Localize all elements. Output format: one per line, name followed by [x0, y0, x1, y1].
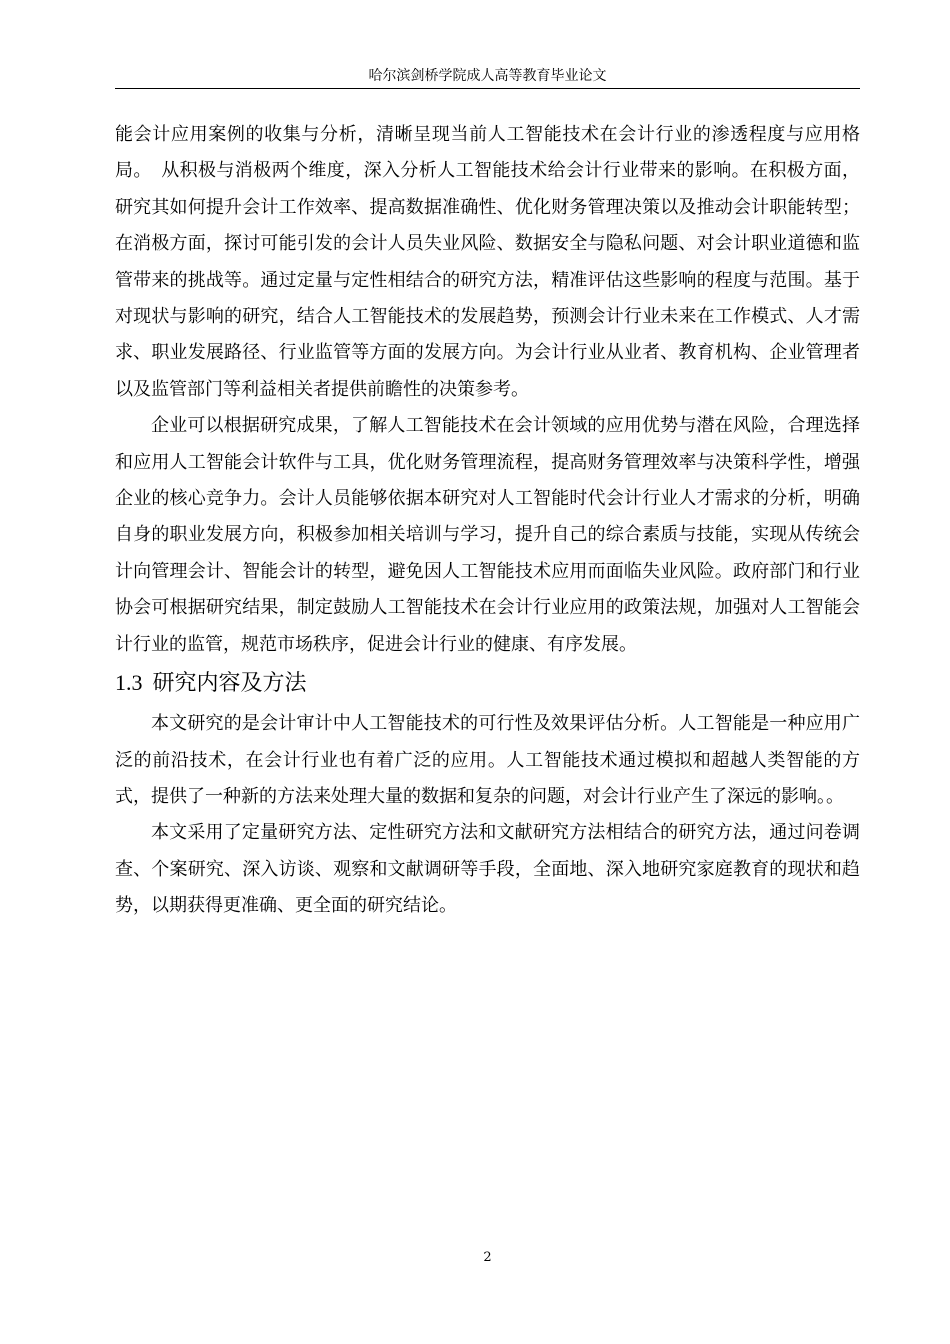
section-title: 研究内容及方法	[152, 671, 307, 697]
paragraph-significance: 企业可以根据研究成果，了解人工智能技术在会计领域的应用优势与潜在风险，合理选择和应用人工智能会计软件与工具，优化财务管理流程，提高财务管理效率与决策科学性，增强企业的核心竞争力。会计人员能够依据本研究对人工智能时代会计行业人才需求的分析，明确自身的职业发展方向，积极参加相关培训与学习，提升自己的综合素质与技能，实现从传统会计向管理会计、智能会计的转型，避免因人工智能技术应用而面临失业风险。政府部门和行业协会可根据研究结果，制定鼓励人工智能技术在会计行业应用的政策法规，加强对人工智能会计行业的监管，规范市场秩序，促进会计行业的健康、有序发展。	[115, 415, 860, 655]
section-heading	[115, 665, 860, 702]
section-number: 1.3	[115, 670, 143, 696]
paragraph-research-method: 本文采用了定量研究方法、定性研究方法和文献研究方法相结合的研究方法，通过问卷调查、个案研究、深入访谈、观察和文献调研等手段，全面地、深入地研究家庭教育的现状和趋势，以期获得更准确、更全面的研究结论。	[115, 822, 860, 917]
page-header-title: 哈尔滨剑桥学院成人高等教育毕业论文	[368, 68, 607, 84]
page-number: 2	[483, 1250, 492, 1265]
paragraph-continued: 能会计应用案例的收集与分析，清晰呈现当前人工智能技术在会计行业的渗透程度与应用格局。 从积极与消极两个维度，深入分析人工智能技术给会计行业带来的影响。在积极方面，研究其如何提升会计工作效率、提高数据准确性、优化财务管理决策以及推动会计职能转型；在消极方面，探讨可能引发的会计人员失业风险、数据安全与隐私问题、对会计职业道德和监管带来的挑战等。通过定量与定性相结合的研究方法，精准评估这些影响的程度与范围。基于对现状与影响的研究，结合人工智能技术的发展趋势，预测会计行业未来在工作模式、人才需求、职业发展路径、行业监管等方面的发展方向。为会计行业从业者、教育机构、企业管理者以及监管部门等利益相关者提供前瞻性的决策参考。	[115, 124, 860, 400]
document-body	[115, 117, 860, 925]
paragraph-research-content: 本文研究的是会计审计中人工智能技术的可行性及效果评估分析。人工智能是一种应用广泛的前沿技术，在会计行业也有着广泛的应用。人工智能技术通过模拟和超越人类智能的方式，提供了一种新的方法来处理大量的数据和复杂的问题，对会计行业产生了深远的影响。。	[115, 713, 860, 807]
header-divider	[115, 88, 860, 89]
